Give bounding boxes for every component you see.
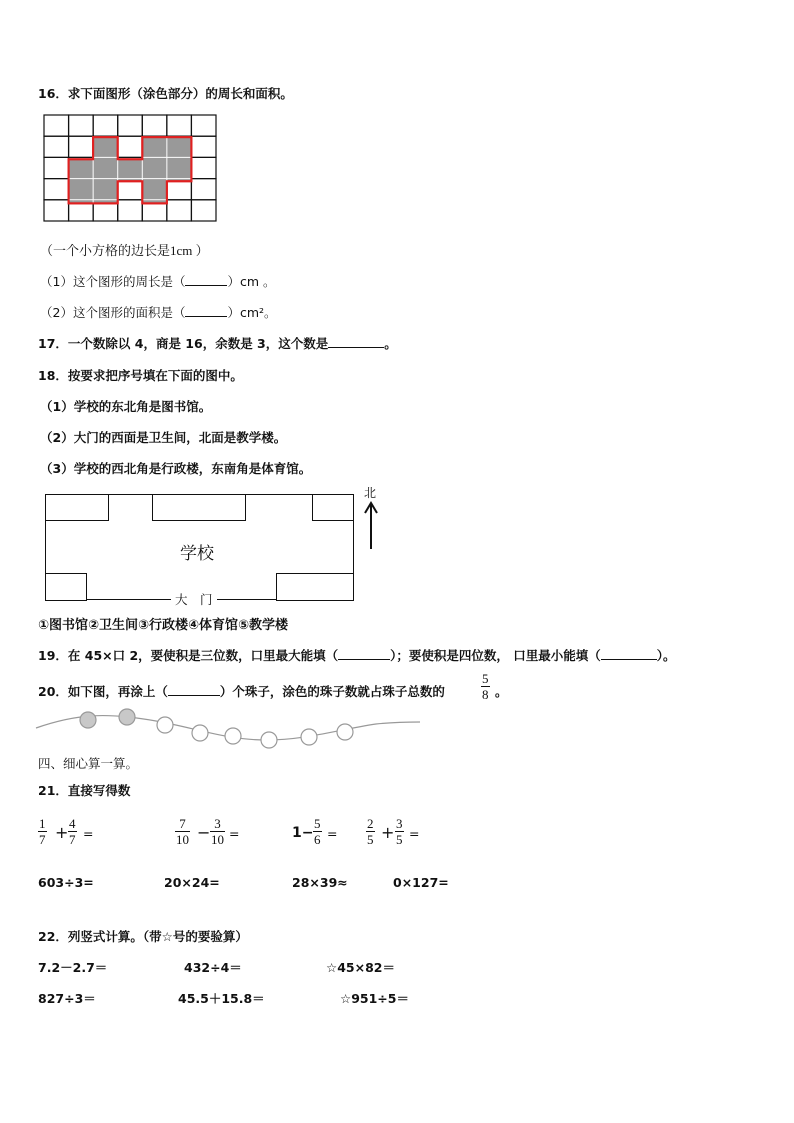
calc-2: 20×24= bbox=[164, 875, 220, 890]
q16-title: 16．求下面图形（涂色部分）的周长和面积。 bbox=[38, 86, 293, 101]
grid-cell bbox=[191, 115, 216, 136]
grid-cell bbox=[191, 157, 216, 178]
frac-3b: $\frac{5}{6}$ bbox=[314, 816, 321, 847]
bead-shaded[interactable] bbox=[119, 709, 135, 725]
q21-title: 21．直接写得数 bbox=[38, 783, 131, 798]
grid-cell bbox=[44, 136, 69, 157]
bead-empty[interactable] bbox=[225, 728, 241, 744]
calc-1: 603÷3= bbox=[38, 875, 94, 890]
answer-blank[interactable] bbox=[185, 316, 227, 317]
operator: + bbox=[381, 823, 395, 842]
q18-legend: ①图书馆②卫生间③行政楼④体育馆⑤教学楼 bbox=[38, 618, 289, 633]
q18-item-1: （1）学校的东北角是图书馆。 bbox=[40, 399, 212, 414]
equals: = bbox=[229, 826, 240, 841]
grid-cell bbox=[118, 200, 143, 221]
q18-item-3: （3）学校的西北角是行政楼，东南角是体育馆。 bbox=[40, 461, 312, 476]
section4-title: 四、细心算一算。 bbox=[38, 756, 139, 771]
calc-4: 0×127= bbox=[393, 875, 449, 890]
q20: 20．如下图，再涂上（ ）个珠子，涂色的珠子数就占珠子总数的 bbox=[38, 684, 445, 699]
shaded-figure bbox=[69, 137, 192, 203]
room-northeast[interactable] bbox=[312, 494, 354, 521]
room-north-middle[interactable] bbox=[152, 494, 246, 521]
frac-1a: $\frac{1}{7}$ bbox=[39, 816, 46, 847]
grid-cell bbox=[69, 115, 94, 136]
bead-empty[interactable] bbox=[301, 729, 317, 745]
q18-title: 18．按要求把序号填在下面的图中。 bbox=[38, 368, 243, 383]
vcalc-2: 432÷4＝ bbox=[184, 960, 242, 975]
equals: = bbox=[83, 826, 94, 841]
equals: = bbox=[327, 826, 338, 841]
q16-sub1: （1）这个图形的周长是（ ）cm 。 bbox=[40, 274, 276, 289]
q22-title: 22．列竖式计算。（带☆号的要验算） bbox=[38, 929, 248, 944]
answer-blank[interactable] bbox=[168, 695, 220, 696]
grid-cell bbox=[142, 115, 167, 136]
grid-cell bbox=[44, 179, 69, 200]
vcalc-5: 45.5＋15.8＝ bbox=[178, 991, 265, 1006]
bead-empty[interactable] bbox=[261, 732, 277, 748]
grid-cell bbox=[167, 115, 192, 136]
q17: 17．一个数除以 4，商是 16，余数是 3，这个数是 。 bbox=[38, 336, 397, 351]
expr-lead: 1− bbox=[292, 825, 314, 841]
grid-cell bbox=[44, 200, 69, 221]
north-arrow-icon bbox=[364, 502, 378, 550]
q16-note: （一个小方格的边长是1cm ） bbox=[40, 243, 209, 258]
q20-fraction: $\frac{5}{8}$ bbox=[482, 671, 489, 702]
bead-shaded[interactable] bbox=[80, 712, 96, 728]
frac-2b: $\frac{3}{10}$ bbox=[211, 816, 224, 847]
frac-4a: $\frac{2}{5}$ bbox=[367, 816, 374, 847]
shaded-figure-grid bbox=[44, 115, 216, 221]
q19: 19．在 45×口 2，要使积是三位数，口里最大能填（ ）；要使积是四位数， 口里最小能填（ ）。 bbox=[38, 648, 676, 663]
answer-blank[interactable] bbox=[601, 659, 657, 660]
answer-blank[interactable] bbox=[185, 285, 227, 286]
bead-empty[interactable] bbox=[157, 717, 173, 733]
answer-blank[interactable] bbox=[328, 347, 384, 348]
operator: + bbox=[55, 823, 69, 842]
equals: = bbox=[409, 826, 420, 841]
vcalc-3: ☆45×82＝ bbox=[326, 960, 395, 975]
grid-cell bbox=[69, 136, 94, 157]
frac-4b: $\frac{3}{5}$ bbox=[396, 816, 403, 847]
grid-cell bbox=[44, 115, 69, 136]
bead-empty[interactable] bbox=[337, 724, 353, 740]
bead-empty[interactable] bbox=[192, 725, 208, 741]
grid-cell bbox=[167, 200, 192, 221]
vcalc-6: ☆951÷5＝ bbox=[340, 991, 409, 1006]
calc-3: 28×39≈ bbox=[292, 875, 348, 890]
grid-cell bbox=[191, 179, 216, 200]
grid-cell bbox=[191, 200, 216, 221]
grid-cell bbox=[93, 115, 118, 136]
operator: − bbox=[197, 823, 211, 842]
vcalc-4: 827÷3＝ bbox=[38, 991, 96, 1006]
vcalc-1: 7.2－2.7＝ bbox=[38, 960, 108, 975]
q16-sub2: （2）这个图形的面积是（ ）cm²。 bbox=[40, 305, 277, 320]
frac-1b: $\frac{4}{7}$ bbox=[69, 816, 76, 847]
q18-item-2: （2）大门的西面是卫生间，北面是教学楼。 bbox=[40, 430, 287, 445]
bead-string bbox=[36, 706, 421, 752]
frac-2a: $\frac{7}{10}$ bbox=[176, 816, 189, 847]
school-label: 学校 bbox=[180, 544, 214, 564]
north-label: 北 bbox=[364, 486, 377, 500]
grid-cell bbox=[44, 157, 69, 178]
room-southwest[interactable] bbox=[45, 573, 87, 601]
room-northwest[interactable] bbox=[45, 494, 109, 521]
grid-cell bbox=[118, 136, 143, 157]
room-southeast[interactable] bbox=[276, 573, 354, 601]
grid-cell bbox=[191, 136, 216, 157]
grid-cell bbox=[118, 115, 143, 136]
answer-blank[interactable] bbox=[338, 659, 390, 660]
gate-label: 大 门 bbox=[171, 590, 217, 608]
q20-end: 。 bbox=[495, 684, 508, 699]
school-map bbox=[45, 494, 354, 600]
